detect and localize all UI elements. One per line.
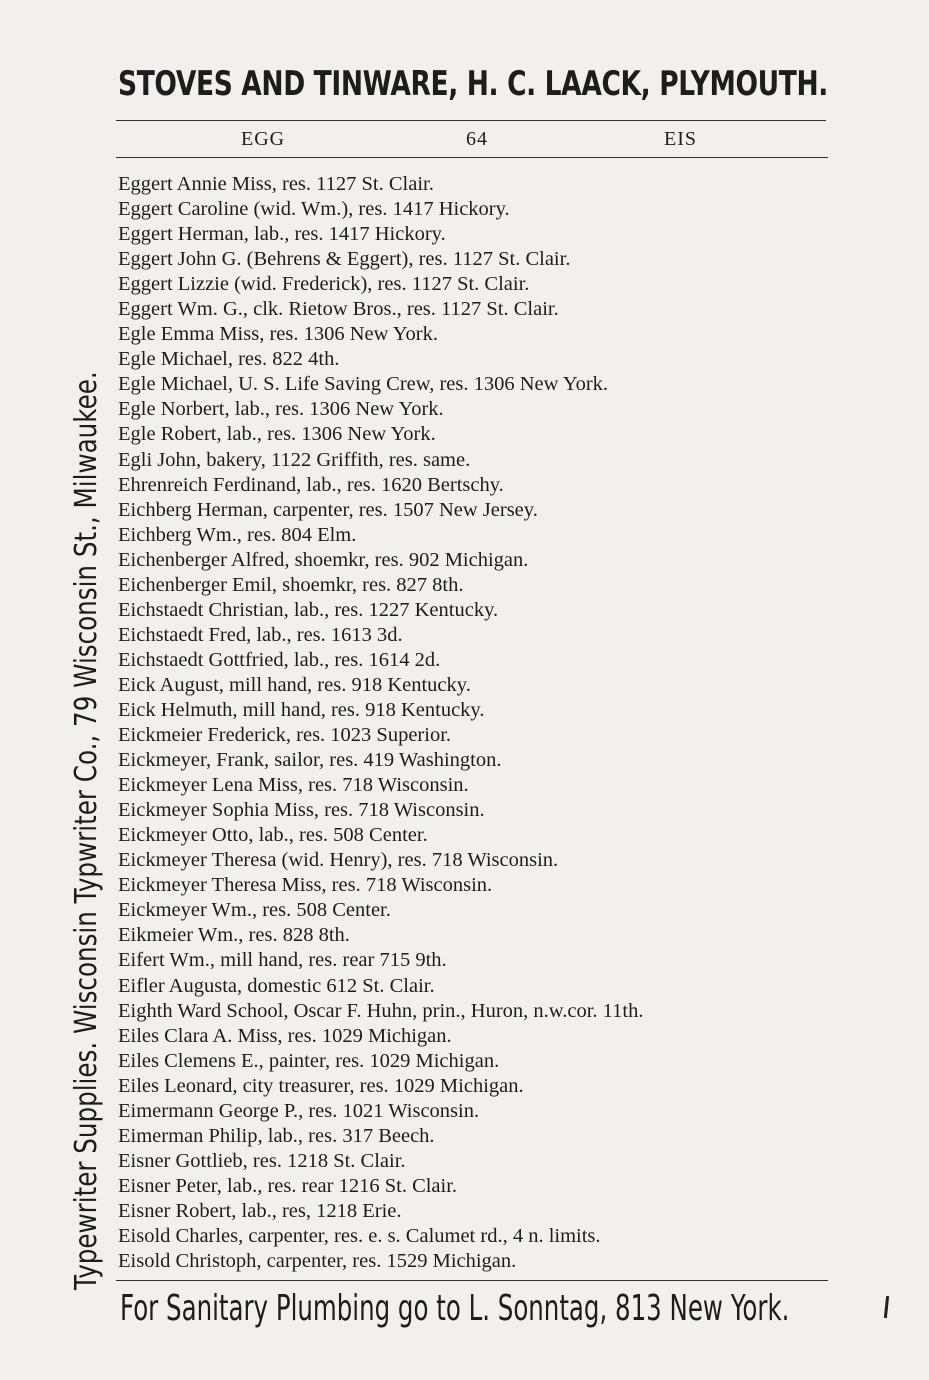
- directory-entry: Eisold Charles, carpenter, res. e. s. Calumet rd., 4 n. limits.: [118, 1224, 601, 1247]
- directory-entry: Eichstaedt Gottfried, lab., res. 1614 2d.: [118, 648, 441, 671]
- directory-entry: Eickmeyer Wm., res. 508 Center.: [118, 899, 391, 922]
- directory-entry: Eickmeyer Otto, lab., res. 508 Center.: [118, 824, 428, 847]
- directory-entry: Eickmeyer, Frank, sailor, res. 419 Washington.: [118, 749, 502, 772]
- side-advertisement-text: Typewriter Supplies. Wisconsin Typwriter Co., 79 Wisconsin St., Milwaukee.: [69, 371, 104, 1290]
- directory-entry: Eggert Caroline (wid. Wm.), res. 1417 Hickory.: [118, 198, 510, 221]
- directory-entry: Egle Robert, lab., res. 1306 New York.: [118, 423, 436, 446]
- margin-mark: [884, 1296, 889, 1318]
- directory-entry: Egli John, bakery, 1122 Griffith, res. same.: [118, 448, 471, 471]
- left-guide-word: EGG: [241, 128, 286, 150]
- side-advertisement: [69, 0, 105, 1290]
- directory-entry: Eighth Ward School, Oscar F. Huhn, prin., Huron, n.w.cor. 11th.: [118, 999, 644, 1022]
- directory-entry: Eick August, mill hand, res. 918 Kentucky.: [118, 673, 471, 696]
- directory-entry: Eiles Leonard, city treasurer, res. 1029 Michigan.: [118, 1074, 524, 1097]
- directory-entry: Eichberg Wm., res. 804 Elm.: [118, 523, 357, 546]
- directory-entry: Eichenberger Emil, shoemkr, res. 827 8th.: [118, 573, 464, 596]
- directory-entry: Eickmeier Frederick, res. 1023 Superior.: [118, 724, 452, 747]
- directory-entry: Eimermann George P., res. 1021 Wisconsin.: [118, 1099, 480, 1122]
- header-rule-bottom: [116, 157, 828, 158]
- directory-entry: Eggert John G. (Behrens & Eggert), res. 1127 St. Clair.: [118, 248, 571, 271]
- directory-entry: Eggert Herman, lab., res. 1417 Hickory.: [118, 223, 446, 246]
- header-rule-top: [116, 120, 826, 121]
- directory-entry: Eickmeyer Theresa (wid. Henry), res. 718 Wisconsin.: [118, 849, 559, 872]
- footer-rule: [116, 1280, 828, 1281]
- directory-entry: Egle Emma Miss, res. 1306 New York.: [118, 323, 439, 346]
- directory-entry: Eikmeier Wm., res. 828 8th.: [118, 924, 350, 947]
- bottom-advertisement: For Sanitary Plumbing go to L. Sonntag, 813 New York.: [120, 1288, 790, 1329]
- directory-entry: Eick Helmuth, mill hand, res. 918 Kentucky.: [118, 698, 485, 721]
- directory-entry: Eggert Wm. G., clk. Rietow Bros., res. 1127 St. Clair.: [118, 298, 559, 321]
- directory-entry: Egle Michael, res. 822 4th.: [118, 348, 340, 371]
- directory-entry: Eisner Robert, lab., res, 1218 Erie.: [118, 1199, 402, 1222]
- directory-entry: Eickmeyer Lena Miss, res. 718 Wisconsin.: [118, 774, 469, 797]
- directory-entry: Eichberg Herman, carpenter, res. 1507 New Jersey.: [118, 498, 538, 521]
- directory-entry: Eichstaedt Christian, lab., res. 1227 Kentucky.: [118, 598, 499, 621]
- directory-entry: Eickmeyer Sophia Miss, res. 718 Wisconsin.: [118, 799, 485, 822]
- right-guide-word: EIS: [664, 128, 697, 150]
- directory-entry: Eifler Augusta, domestic 612 St. Clair.: [118, 974, 435, 997]
- directory-entry: Eiles Clara A. Miss, res. 1029 Michigan.: [118, 1024, 452, 1047]
- directory-entry: Eisner Gottlieb, res. 1218 St. Clair.: [118, 1149, 406, 1172]
- directory-entry: Eisner Peter, lab., res. rear 1216 St. Clair.: [118, 1174, 458, 1197]
- top-advertisement: STOVES AND TINWARE, H. C. LAACK, PLYMOUTH.: [118, 64, 828, 104]
- directory-entry: Eiles Clemens E., painter, res. 1029 Michigan.: [118, 1049, 500, 1072]
- directory-entry: Eimerman Philip, lab., res. 317 Beech.: [118, 1124, 435, 1147]
- directory-entry: Egle Norbert, lab., res. 1306 New York.: [118, 398, 444, 421]
- directory-entry: Eggert Annie Miss, res. 1127 St. Clair.: [118, 173, 434, 195]
- directory-entry: Eichstaedt Fred, lab., res. 1613 3d.: [118, 623, 403, 646]
- directory-entry: Ehrenreich Ferdinand, lab., res. 1620 Bertschy.: [118, 473, 504, 496]
- directory-entry: Eichenberger Alfred, shoemkr, res. 902 Michigan.: [118, 548, 529, 571]
- page-number: 64: [466, 128, 488, 150]
- directory-entry: Eggert Lizzie (wid. Frederick), res. 1127 St. Clair.: [118, 273, 530, 296]
- directory-entry: Eisold Christoph, carpenter, res. 1529 Michigan.: [118, 1250, 517, 1273]
- directory-entries: [118, 172, 838, 1274]
- directory-entry: Eifert Wm., mill hand, res. rear 715 9th.: [118, 949, 447, 972]
- directory-entry: Egle Michael, U. S. Life Saving Crew, res. 1306 New York.: [118, 373, 609, 396]
- directory-entry: Eickmeyer Theresa Miss, res. 718 Wisconsin.: [118, 874, 493, 897]
